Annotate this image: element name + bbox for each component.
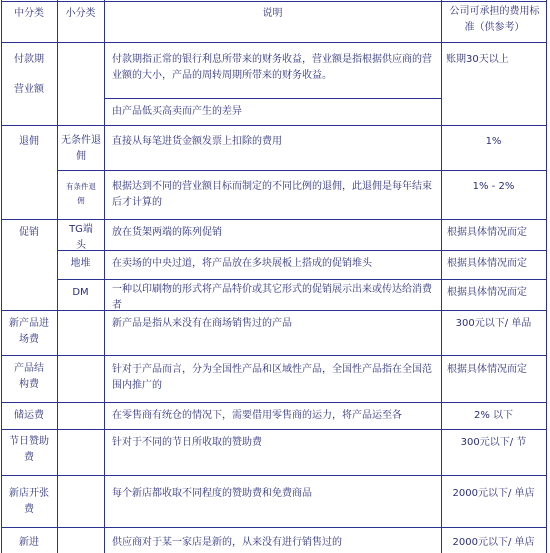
column-divider (441, 0, 442, 553)
mid-structure-fee: 产品结构费 (14, 363, 44, 390)
desc-dm: 一种以印刷物的形式将产品特价或其它形式的促销展示出来或传达给消费者 (112, 284, 432, 311)
column-divider (57, 0, 58, 553)
std-unconditional-rebate: 1% (485, 136, 502, 147)
mid-turnover: 营业额 (14, 84, 44, 95)
std-floor-stack: 根据具体情况而定 (447, 258, 527, 269)
mid-holiday-fee: 节日赞助费 (9, 436, 49, 463)
desc-structure-fee: 针对于产品而言，分为全国性产品和区域性产品，全国性产品指在全国范围内推广的 (112, 364, 432, 391)
std-structure-fee: 根据具体情况而定 (447, 364, 527, 375)
column-divider (104, 0, 105, 553)
sub-conditional-rebate: 有条件退佣 (66, 182, 96, 205)
std-new-entry: 2000元以下/ 单店 (452, 537, 535, 548)
header-sub-category: 小分类 (65, 8, 96, 19)
mid-new-store-fee: 新店开张费 (9, 488, 49, 515)
mid-promotion: 促销 (19, 227, 39, 238)
std-conditional-rebate: 1% - 2% (472, 181, 515, 192)
desc-unconditional-rebate: 直接从每笔进货金额发票上扣除的费用 (112, 136, 282, 147)
std-new-store-fee: 2000元以下/ 单店 (452, 488, 535, 499)
sub-floor-stack: 地堆 (70, 258, 91, 269)
sub-tg-endcap: TG端头 (69, 224, 93, 251)
row-divider (1, 402, 547, 403)
row-divider (1, 219, 547, 220)
desc-payment-term: 付款期指正常的银行利息所带来的财务收益，营业额是指根据供应商的营业额的大小，产品的周转周期所带来的财务收益。 (112, 54, 432, 81)
row-divider (1, 475, 547, 476)
mid-storage-fee: 储运费 (14, 410, 44, 421)
sub-unconditional-rebate: 无条件退佣 (61, 135, 101, 162)
desc-new-product-fee: 新产品是指从来没有在商场销售过的产品 (112, 318, 292, 329)
desc-new-store-fee: 每个新店都收取不同程度的赞助费和免费商品 (112, 488, 312, 499)
row-divider (104, 98, 442, 99)
desc-price-spread: 由产品低买高卖而产生的差异 (112, 106, 242, 117)
row-divider (1, 125, 547, 126)
header-standard: 公司可承担的费用标准（供参考） (449, 6, 540, 33)
header-description: 说明 (262, 8, 283, 19)
std-payment-term: 账期30天以上 (446, 54, 509, 65)
row-divider (57, 170, 547, 171)
row-divider (57, 250, 547, 251)
table-border (546, 0, 547, 553)
std-tg-endcap: 根据具体情况而定 (447, 227, 527, 238)
desc-conditional-rebate: 根据达到不同的营业额目标而制定的不同比例的退佣，此退佣是每年结束后才计算的 (112, 181, 432, 208)
desc-new-entry: 供应商对于某一家店是新的，从来没有进行销售过的 (112, 537, 342, 548)
header-mid-category: 中分类 (14, 8, 44, 19)
sub-dm: DM (72, 287, 89, 298)
row-divider (57, 279, 547, 280)
std-dm: 根据具体情况而定 (447, 287, 527, 298)
desc-tg-endcap: 放在货架两端的陈列促销 (112, 227, 222, 238)
desc-storage-fee: 在零售商有统仓的情况下，需要借用零售商的运力，将产品运至各 (112, 410, 402, 421)
mid-new-product-fee: 新产品进场费 (9, 318, 49, 345)
std-new-product-fee: 300元以下/ 单品 (455, 318, 532, 329)
desc-floor-stack: 在卖场的中央过道，将产品放在多块展板上搭成的促销堆头 (112, 258, 372, 269)
mid-new-entry: 新进 (19, 537, 39, 548)
mid-payment-term: 付款期 (14, 54, 44, 65)
std-holiday-fee: 300元以下/ 节 (460, 437, 527, 448)
row-divider (1, 355, 547, 356)
row-divider (1, 527, 547, 528)
std-storage-fee: 2% 以下 (473, 410, 514, 421)
desc-holiday-fee: 针对于不同的节日所收取的赞助费 (112, 437, 262, 448)
row-divider (1, 42, 547, 43)
mid-rebate: 退佣 (19, 136, 39, 147)
row-divider (1, 1, 547, 2)
row-divider (1, 429, 547, 430)
